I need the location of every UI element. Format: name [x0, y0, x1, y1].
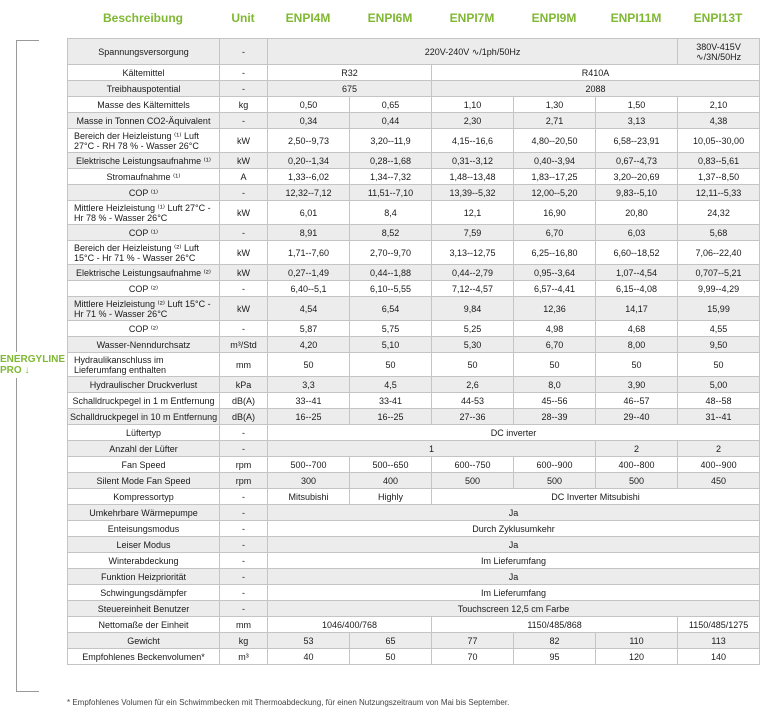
value-cell: Mitsubishi: [268, 489, 350, 505]
table-row: [68, 633, 760, 649]
row-unit: kg: [220, 97, 268, 113]
value-cell: 33-41: [350, 393, 432, 409]
value-cell: 500: [596, 473, 678, 489]
value-cell: 0,44--2,79: [432, 265, 514, 281]
value-cell: 0,44: [350, 113, 432, 129]
value-cell: 0,31--3,12: [432, 153, 514, 169]
value-cell: 50: [596, 353, 678, 377]
table-row: [68, 505, 760, 521]
value-cell: 12,1: [432, 201, 514, 225]
table-row: [68, 153, 760, 169]
table-row: [68, 473, 760, 489]
value-cell: DC inverter: [268, 425, 760, 441]
value-cell: 380V-415V ∿/3N/50Hz: [678, 39, 760, 65]
table-row: [68, 241, 760, 265]
value-cell: 5,87: [268, 321, 350, 337]
value-cell: 0,28--1,68: [350, 153, 432, 169]
row-label: Kältemittel: [68, 65, 220, 81]
value-cell: 70: [432, 649, 514, 665]
row-unit: kg: [220, 633, 268, 649]
header-enpi4m: ENPI4M: [285, 11, 331, 25]
row-label: Elektrische Leistungsaufnahme ⁽¹⁾: [68, 153, 220, 169]
value-cell: 12,11--5,33: [678, 185, 760, 201]
value-cell: 0,65: [350, 97, 432, 113]
row-unit: -: [220, 321, 268, 337]
value-cell: R32: [268, 65, 432, 81]
row-unit: mm: [220, 617, 268, 633]
value-cell: 1150/485/868: [432, 617, 678, 633]
value-cell: 1,83--17,25: [514, 169, 596, 185]
row-label: Stromaufnahme ⁽¹⁾: [68, 169, 220, 185]
value-cell: 46--57: [596, 393, 678, 409]
value-cell: 7,59: [432, 225, 514, 241]
value-cell: 29--40: [596, 409, 678, 425]
value-cell: 50: [350, 353, 432, 377]
table-row: [68, 169, 760, 185]
table-row: [68, 353, 760, 377]
value-cell: 8,00: [596, 337, 678, 353]
value-cell: 2,71: [514, 113, 596, 129]
row-label: Leiser Modus: [68, 537, 220, 553]
row-unit: kW: [220, 241, 268, 265]
row-label: Bereich der Heizleistung ⁽²⁾ Luft 15°C - Hr 71 % - Wasser 26°C: [68, 241, 220, 265]
row-unit: dB(A): [220, 393, 268, 409]
value-cell: 50: [678, 353, 760, 377]
value-cell: 6,03: [596, 225, 678, 241]
value-cell: 5,10: [350, 337, 432, 353]
row-label: Silent Mode Fan Speed: [68, 473, 220, 489]
header-unit: Unit: [231, 11, 255, 25]
value-cell: 1,34--7,32: [350, 169, 432, 185]
row-label: Lüftertyp: [68, 425, 220, 441]
row-unit: kW: [220, 201, 268, 225]
value-cell: 10,05--30,00: [678, 129, 760, 153]
value-cell: 2: [678, 441, 760, 457]
value-cell: 8,4: [350, 201, 432, 225]
value-cell: 2088: [432, 81, 760, 97]
table-row: [68, 281, 760, 297]
table-row: [68, 425, 760, 441]
value-cell: 2,50--9,73: [268, 129, 350, 153]
value-cell: 400--900: [678, 457, 760, 473]
value-cell: 4,55: [678, 321, 760, 337]
value-cell: 0,27--1,49: [268, 265, 350, 281]
value-cell: 3,13--12,75: [432, 241, 514, 265]
row-label: Gewicht: [68, 633, 220, 649]
table-row: [68, 81, 760, 97]
value-cell: 50: [350, 649, 432, 665]
table-row: [68, 489, 760, 505]
value-cell: 220V-240V ∿/1ph/50Hz: [268, 39, 678, 65]
value-cell: 7,12--4,57: [432, 281, 514, 297]
value-cell: 1,30: [514, 97, 596, 113]
value-cell: 4,38: [678, 113, 760, 129]
row-label: Wasser-Nenndurchsatz: [68, 337, 220, 353]
value-cell: 4,5: [350, 377, 432, 393]
value-cell: 110: [596, 633, 678, 649]
header-beschreibung: Beschreibung: [102, 11, 183, 25]
value-cell: 4,68: [596, 321, 678, 337]
value-cell: 8,0: [514, 377, 596, 393]
table-row: [68, 553, 760, 569]
column-header-row: [67, 0, 759, 36]
value-cell: 40: [268, 649, 350, 665]
value-cell: 6,01: [268, 201, 350, 225]
row-label: Nettomaße der Einheit: [68, 617, 220, 633]
value-cell: 95: [514, 649, 596, 665]
row-unit: -: [220, 521, 268, 537]
value-cell: 20,80: [596, 201, 678, 225]
value-cell: 400: [350, 473, 432, 489]
value-cell: 5,25: [432, 321, 514, 337]
row-label: Funktion Heizpriorität: [68, 569, 220, 585]
value-cell: 140: [678, 649, 760, 665]
row-unit: kW: [220, 265, 268, 281]
row-label: Fan Speed: [68, 457, 220, 473]
value-cell: 1,10: [432, 97, 514, 113]
value-cell: 1,50: [596, 97, 678, 113]
value-cell: 50: [268, 353, 350, 377]
value-cell: 0,707--5,21: [678, 265, 760, 281]
value-cell: 12,36: [514, 297, 596, 321]
value-cell: 0,83--5,61: [678, 153, 760, 169]
row-unit: -: [220, 553, 268, 569]
value-cell: 9,99--4,29: [678, 281, 760, 297]
row-unit: -: [220, 281, 268, 297]
value-cell: 77: [432, 633, 514, 649]
value-cell: Ja: [268, 505, 760, 521]
table-row: [68, 321, 760, 337]
value-cell: 300: [268, 473, 350, 489]
table-row: [68, 39, 760, 65]
row-unit: rpm: [220, 473, 268, 489]
row-label: COP ⁽²⁾: [68, 321, 220, 337]
row-label: Bereich der Heizleistung ⁽¹⁾ Luft 27°C - RH 78 % - Wasser 26°C: [68, 129, 220, 153]
row-unit: kW: [220, 297, 268, 321]
value-cell: 3,90: [596, 377, 678, 393]
value-cell: Ja: [268, 569, 760, 585]
row-label: Steuereinheit Benutzer: [68, 601, 220, 617]
value-cell: R410A: [432, 65, 760, 81]
value-cell: 6,57--4,41: [514, 281, 596, 297]
row-unit: -: [220, 39, 268, 65]
value-cell: Highly: [350, 489, 432, 505]
value-cell: 8,52: [350, 225, 432, 241]
table-row: [68, 649, 760, 665]
table-row: [68, 65, 760, 81]
value-cell: 400--800: [596, 457, 678, 473]
row-label: Umkehrbare Wärmepumpe: [68, 505, 220, 521]
value-cell: 0,20--1,34: [268, 153, 350, 169]
table-row: [68, 537, 760, 553]
value-cell: 0,34: [268, 113, 350, 129]
table-row: [68, 441, 760, 457]
row-unit: kW: [220, 129, 268, 153]
value-cell: 8,91: [268, 225, 350, 241]
value-cell: 1,07--4,54: [596, 265, 678, 281]
table-row: [68, 225, 760, 241]
table-row: [68, 521, 760, 537]
row-unit: -: [220, 569, 268, 585]
row-unit: -: [220, 185, 268, 201]
row-unit: kW: [220, 153, 268, 169]
table-row: [68, 601, 760, 617]
row-label: Mittlere Heizleistung ⁽²⁾ Luft 15°C - Hr 71 % - Wasser 26°C: [68, 297, 220, 321]
table-row: [68, 337, 760, 353]
row-label: Masse in Tonnen CO2-Äquivalent: [68, 113, 220, 129]
row-unit: A: [220, 169, 268, 185]
value-cell: 16--25: [350, 409, 432, 425]
value-cell: 675: [268, 81, 432, 97]
value-cell: 12,32--7,12: [268, 185, 350, 201]
table-row: [68, 569, 760, 585]
value-cell: 7,06--22,40: [678, 241, 760, 265]
value-cell: 16--25: [268, 409, 350, 425]
row-label: Schalldruckpegel in 10 m Entfernung: [68, 409, 220, 425]
value-cell: 0,50: [268, 97, 350, 113]
value-cell: 2,70--9,70: [350, 241, 432, 265]
value-cell: 33--41: [268, 393, 350, 409]
value-cell: 6,58--23,91: [596, 129, 678, 153]
value-cell: 0,67--4,73: [596, 153, 678, 169]
table-row: [68, 585, 760, 601]
row-unit: -: [220, 425, 268, 441]
table-row: [68, 113, 760, 129]
row-unit: -: [220, 505, 268, 521]
header-enpi9m: ENPI9M: [531, 11, 577, 25]
value-cell: 44-53: [432, 393, 514, 409]
table-row: [68, 265, 760, 281]
value-cell: 5,68: [678, 225, 760, 241]
value-cell: 3,20--11,9: [350, 129, 432, 153]
row-unit: m³/Std: [220, 337, 268, 353]
value-cell: 9,50: [678, 337, 760, 353]
value-cell: 6,70: [514, 337, 596, 353]
value-cell: 27--36: [432, 409, 514, 425]
value-cell: 9,84: [432, 297, 514, 321]
value-cell: 0,95--3,64: [514, 265, 596, 281]
value-cell: 12,00--5,20: [514, 185, 596, 201]
value-cell: 11,51--7,10: [350, 185, 432, 201]
value-cell: 45--56: [514, 393, 596, 409]
value-cell: 2,6: [432, 377, 514, 393]
value-cell: 1150/485/1275: [678, 617, 760, 633]
value-cell: 0,44--1,88: [350, 265, 432, 281]
value-cell: 65: [350, 633, 432, 649]
value-cell: 1046/400/768: [268, 617, 432, 633]
spec-table-body: [68, 39, 760, 665]
value-cell: 50: [514, 353, 596, 377]
row-label: Hydraulischer Druckverlust: [68, 377, 220, 393]
value-cell: 1,33--6,02: [268, 169, 350, 185]
value-cell: 113: [678, 633, 760, 649]
table-row: [68, 393, 760, 409]
value-cell: 6,54: [350, 297, 432, 321]
value-cell: 13,39--5,32: [432, 185, 514, 201]
value-cell: 6,15--4,08: [596, 281, 678, 297]
value-cell: DC Inverter Mitsubishi: [432, 489, 760, 505]
value-cell: 6,25--16,80: [514, 241, 596, 265]
value-cell: 48--58: [678, 393, 760, 409]
value-cell: 15,99: [678, 297, 760, 321]
value-cell: 6,60--18,52: [596, 241, 678, 265]
table-row: [68, 129, 760, 153]
value-cell: 600--900: [514, 457, 596, 473]
row-unit: -: [220, 225, 268, 241]
header-enpi11m: ENPI11M: [610, 11, 662, 25]
value-cell: 53: [268, 633, 350, 649]
row-label: Hydraulikanschluss im Lieferumfang enthalten: [68, 353, 220, 377]
header-enpi13t: ENPI13T: [693, 11, 743, 25]
row-unit: -: [220, 113, 268, 129]
row-unit: -: [220, 489, 268, 505]
value-cell: 1,37--8,50: [678, 169, 760, 185]
value-cell: 120: [596, 649, 678, 665]
value-cell: 4,98: [514, 321, 596, 337]
row-label: Kompressortyp: [68, 489, 220, 505]
table-row: [68, 185, 760, 201]
header-enpi6m: ENPI6M: [367, 11, 413, 25]
value-cell: 3,20--20,69: [596, 169, 678, 185]
value-cell: 6,10--5,55: [350, 281, 432, 297]
value-cell: 500: [432, 473, 514, 489]
value-cell: 4,15--16,6: [432, 129, 514, 153]
value-cell: 5,75: [350, 321, 432, 337]
value-cell: 50: [432, 353, 514, 377]
row-unit: -: [220, 65, 268, 81]
row-unit: dB(A): [220, 409, 268, 425]
row-label: Schalldruckpegel in 1 m Entfernung: [68, 393, 220, 409]
row-unit: -: [220, 537, 268, 553]
value-cell: 4,54: [268, 297, 350, 321]
value-cell: 3,3: [268, 377, 350, 393]
table-row: [68, 409, 760, 425]
value-cell: Im Lieferumfang: [268, 553, 760, 569]
side-bracket: [0, 40, 66, 690]
value-cell: 4,80--20,50: [514, 129, 596, 153]
row-label: Mittlere Heizleistung ⁽¹⁾ Luft 27°C - Hr 78 % - Wasser 26°C: [68, 201, 220, 225]
value-cell: 2: [596, 441, 678, 457]
value-cell: 82: [514, 633, 596, 649]
value-cell: 600--750: [432, 457, 514, 473]
spec-table: [67, 38, 760, 665]
value-cell: Im Lieferumfang: [268, 585, 760, 601]
row-unit: m³: [220, 649, 268, 665]
row-label: Empfohlenes Beckenvolumen*: [68, 649, 220, 665]
value-cell: Touchscreen 12,5 cm Farbe: [268, 601, 760, 617]
table-row: [68, 377, 760, 393]
row-label: Schwingungsdämpfer: [68, 585, 220, 601]
row-unit: -: [220, 81, 268, 97]
table-row: [68, 457, 760, 473]
value-cell: 24,32: [678, 201, 760, 225]
row-label: Anzahl der Lüfter: [68, 441, 220, 457]
value-cell: 9,83--5,10: [596, 185, 678, 201]
brand-label: ENERGYLINE PRO ↓: [0, 354, 66, 376]
value-cell: 6,70: [514, 225, 596, 241]
value-cell: Durch Zyklusumkehr: [268, 521, 760, 537]
value-cell: 450: [678, 473, 760, 489]
value-cell: 31--41: [678, 409, 760, 425]
row-unit: -: [220, 585, 268, 601]
value-cell: 500: [514, 473, 596, 489]
value-cell: 5,30: [432, 337, 514, 353]
row-label: Enteisungsmodus: [68, 521, 220, 537]
row-label: Elektrische Leistungsaufnahme ⁽²⁾: [68, 265, 220, 281]
value-cell: 500--700: [268, 457, 350, 473]
row-label: COP ⁽¹⁾: [68, 185, 220, 201]
table-row: [68, 617, 760, 633]
header-enpi7m: ENPI7M: [449, 11, 495, 25]
row-label: Winterabdeckung: [68, 553, 220, 569]
table-row: [68, 201, 760, 225]
footnote: * Empfohlenes Volumen für ein Schwimmbecken mit Thermoabdeckung, für einen Nutzungszeitraum von Mai bis September.: [67, 698, 510, 707]
value-cell: 3,13: [596, 113, 678, 129]
value-cell: 16,90: [514, 201, 596, 225]
row-unit: -: [220, 601, 268, 617]
row-label: Treibhauspotential: [68, 81, 220, 97]
row-label: COP ⁽¹⁾: [68, 225, 220, 241]
row-unit: -: [220, 441, 268, 457]
value-cell: Ja: [268, 537, 760, 553]
value-cell: 1,71--7,60: [268, 241, 350, 265]
row-unit: rpm: [220, 457, 268, 473]
value-cell: 28--39: [514, 409, 596, 425]
value-cell: 5,00: [678, 377, 760, 393]
value-cell: 6,40--5,1: [268, 281, 350, 297]
row-label: COP ⁽²⁾: [68, 281, 220, 297]
table-row: [68, 297, 760, 321]
value-cell: 2,30: [432, 113, 514, 129]
row-label: Spannungsversorgung: [68, 39, 220, 65]
value-cell: 0,40--3,94: [514, 153, 596, 169]
row-label: Masse des Kältemittels: [68, 97, 220, 113]
value-cell: 500--650: [350, 457, 432, 473]
value-cell: 1: [268, 441, 596, 457]
value-cell: 14,17: [596, 297, 678, 321]
value-cell: 1,48--13,48: [432, 169, 514, 185]
row-unit: kPa: [220, 377, 268, 393]
value-cell: 2,10: [678, 97, 760, 113]
table-row: [68, 97, 760, 113]
value-cell: 4,20: [268, 337, 350, 353]
row-unit: mm: [220, 353, 268, 377]
